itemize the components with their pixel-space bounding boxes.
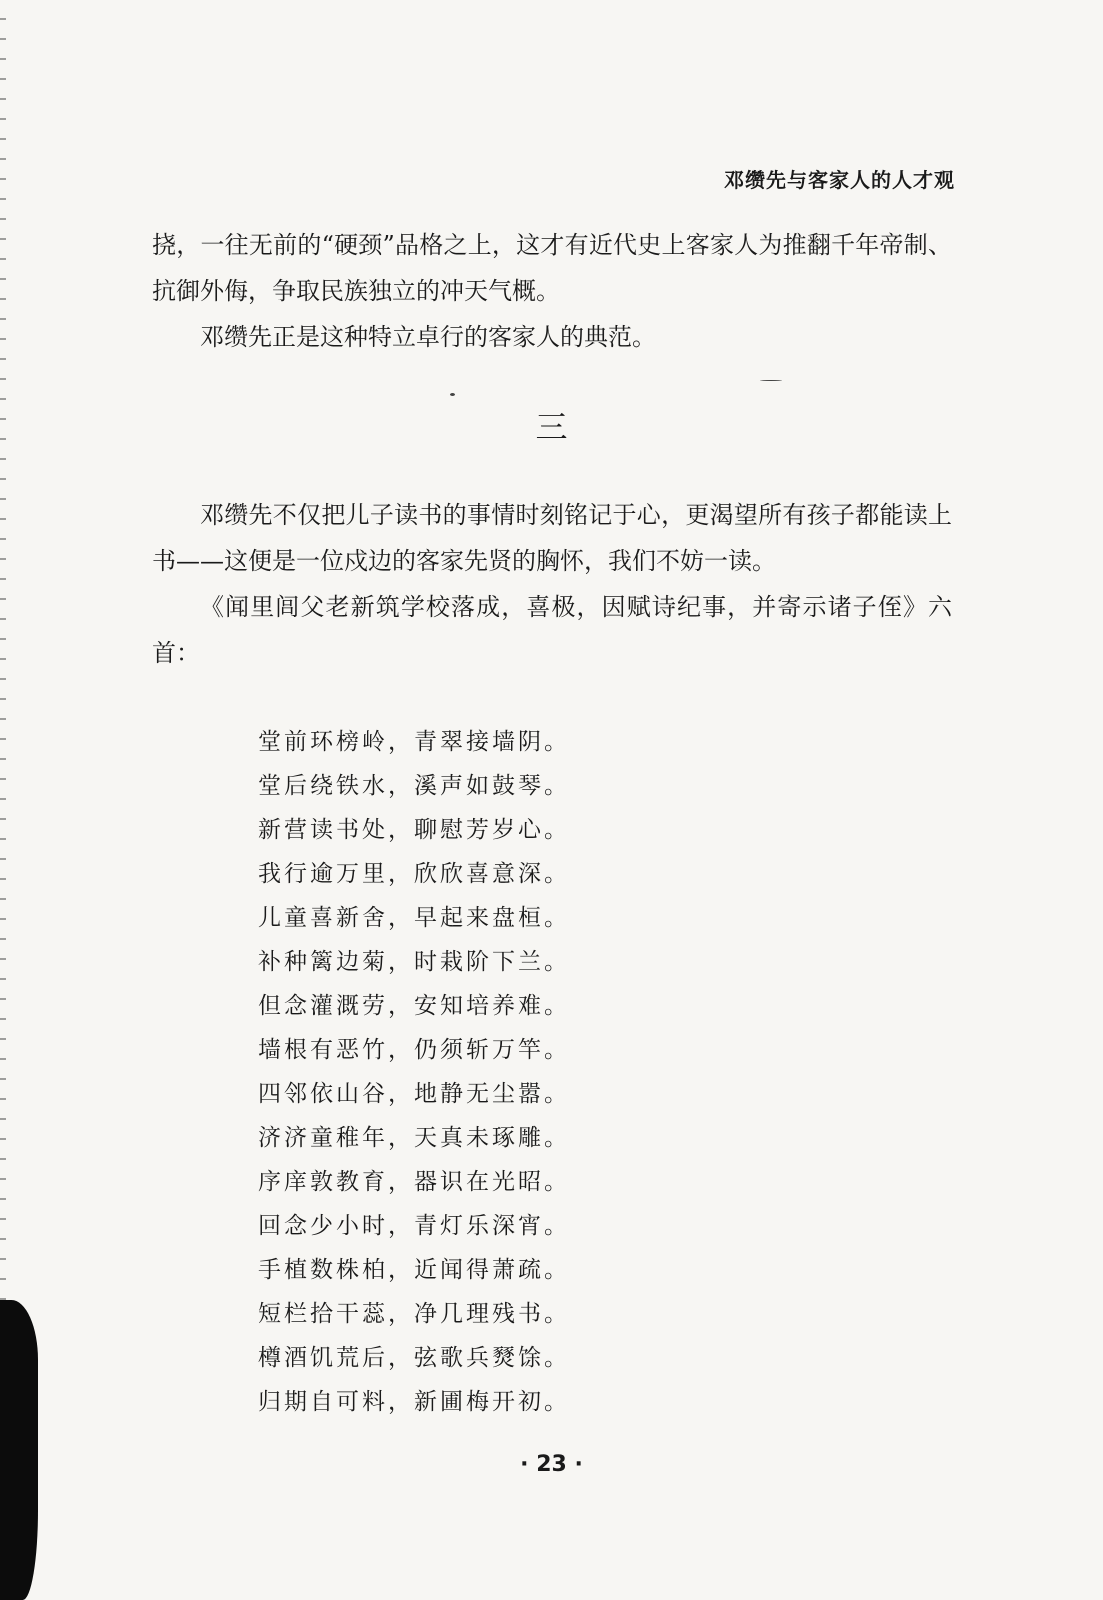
page-number: · 23 ·: [520, 1452, 583, 1477]
scan-speck: [760, 380, 782, 381]
section-number: 三: [535, 408, 568, 446]
poem-line: 四邻依山谷，地静无尘嚣。: [258, 1081, 570, 1107]
paragraph-exemplar: 邓缵先正是这种特立卓行的客家人的典范。: [200, 323, 656, 351]
poem-line: 儿童喜新舍，早起来盘桓。: [258, 905, 570, 931]
poem-line: 手植数株柏，近闻得萧疏。: [258, 1257, 570, 1283]
scan-edge-shadow: [0, 1300, 38, 1600]
poem-line: 墙根有恶竹，仍须斩万竿。: [258, 1037, 570, 1063]
paragraph-continuation: 挠，一往无前的“硬颈”品格之上，这才有近代史上客家人为推翻千年帝制、抗御外侮，争取民族独立的冲天气概。: [152, 231, 952, 305]
poem-line: 但念灌溉劳，安知培养难。: [258, 993, 570, 1019]
scan-speck: [450, 393, 455, 396]
poem: [258, 720, 658, 1424]
poem-line: 归期自可料，新圃梅开初。: [258, 1389, 570, 1415]
poem-line: 补种篱边菊，时栽阶下兰。: [258, 949, 570, 975]
poem-line: 新营读书处，聊慰芳岁心。: [258, 817, 570, 843]
poem-line: 樽酒饥荒后，弦歌兵燹馀。: [258, 1345, 570, 1371]
paragraph-poem-title: 《闻里闾父老新筑学校落成，喜极，因赋诗纪事，并寄示诸子侄》六首：: [152, 593, 952, 667]
paragraph-intro: 邓缵先不仅把儿子读书的事情时刻铭记于心，更渴望所有孩子都能读上书——这便是一位戍边的客家先贤的胸怀，我们不妨一读。: [152, 501, 952, 575]
running-header-title: 邓缵先与客家人的人才观: [724, 168, 955, 192]
poem-line: 序庠敦教育，器识在光昭。: [258, 1169, 570, 1195]
poem-line: 堂前环榜岭，青翠接墙阴。: [258, 729, 570, 755]
poem-line: 短栏拾干蕊，净几理残书。: [258, 1301, 570, 1327]
poem-line: 济济童稚年，天真未琢雕。: [258, 1125, 570, 1151]
poem-line: 我行逾万里，欣欣喜意深。: [258, 861, 570, 887]
poem-line: 回念少小时，青灯乐深宵。: [258, 1213, 570, 1239]
poem-line: 堂后绕铁水，溪声如鼓琴。: [258, 773, 570, 799]
